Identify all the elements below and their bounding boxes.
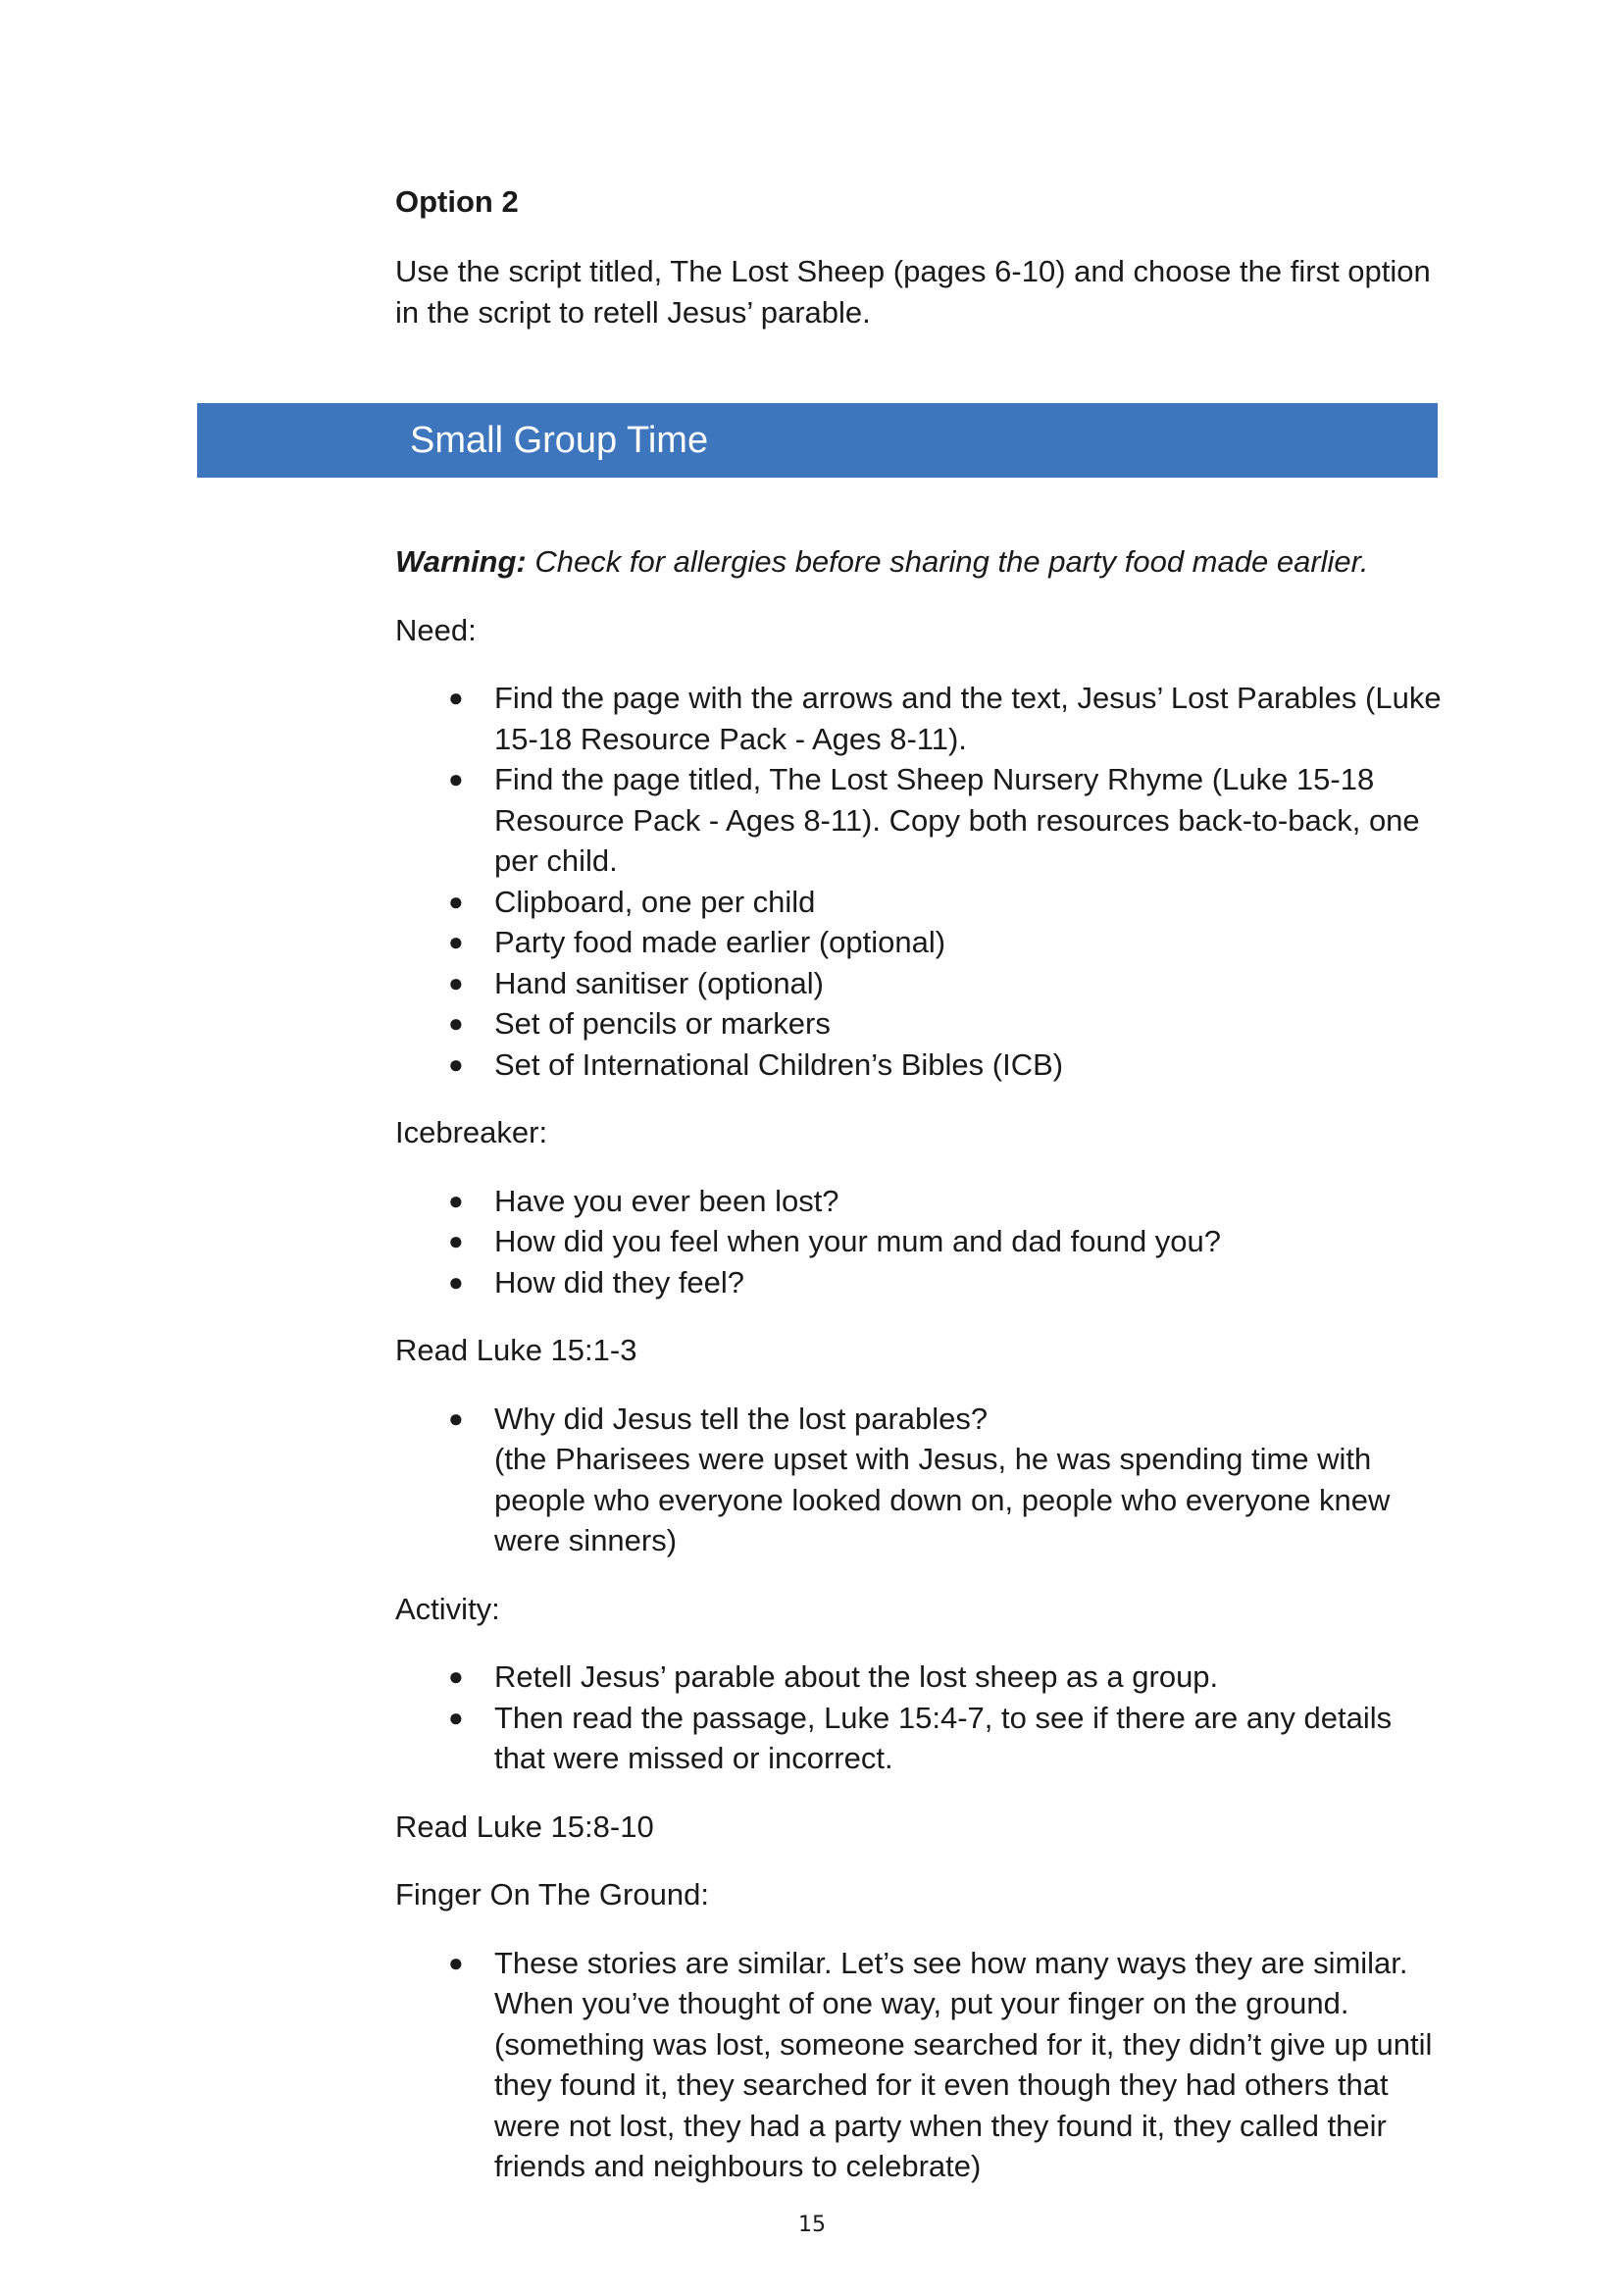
- list-item: [395, 1399, 1445, 1561]
- need-heading: Need:: [395, 612, 477, 647]
- section-body: [395, 541, 1445, 2215]
- bullet-icon: ●: [448, 1661, 464, 1691]
- bullet-icon: ●: [448, 967, 464, 997]
- list-item: [395, 1943, 1445, 2187]
- activity-heading: Activity:: [395, 1591, 500, 1626]
- finger-text: These stories are similar. Let’s see how many ways they are similar. When you’ve thought of one way, put your finger on the ground.: [494, 1945, 1408, 2020]
- icebreaker-heading: Icebreaker:: [395, 1115, 548, 1149]
- bullet-icon: ●: [448, 1048, 464, 1079]
- read-question-list: [395, 1399, 1445, 1561]
- section-title: Small Group Time: [410, 420, 709, 461]
- option-title: Option 2: [395, 184, 519, 219]
- page-number: 15: [798, 2213, 826, 2237]
- list-item: ● Have you ever been lost?: [395, 1181, 1445, 1222]
- read-heading-1: Read Luke 15:1-3: [395, 1333, 637, 1367]
- bullet-icon: ●: [448, 1008, 464, 1038]
- list-item: ● Hand sanitiser (optional): [395, 963, 1445, 1004]
- list-item: ● How did they feel?: [395, 1262, 1445, 1303]
- bullet-icon: ●: [448, 927, 464, 956]
- question-text: Why did Jesus tell the lost parables?: [494, 1401, 989, 1436]
- list-item: ● Find the page with the arrows and the text, Jesus’ Lost Parables (Luke 15-18 Resource Pack - Ages 8-11).: [395, 678, 1445, 759]
- answer-text: (the Pharisees were upset with Jesus, he was spending time with people who everyone looked down on, people who everyone knew were sinners): [494, 1442, 1391, 1557]
- bullet-icon: ●: [448, 1266, 464, 1297]
- bullet-icon: ●: [448, 683, 464, 712]
- list-item: ● Set of International Children’s Bibles (ICB): [395, 1045, 1445, 1086]
- need-list: [395, 678, 1445, 1085]
- list-item: ● Find the page titled, The Lost Sheep Nursery Rhyme (Luke 15-18 Resource Pack - Ages 8-11). Copy both resources back-to-back, one per child.: [395, 759, 1445, 882]
- bullet-icon: ●: [448, 1702, 464, 1732]
- finger-answer: (something was lost, someone searched for it, they didn’t give up until they found it, they searched for it even though they had others that were not lost, they had a party when they found it, they called their friends and neighbours to celebrate): [494, 2026, 1433, 2183]
- list-item: ● How did you feel when your mum and dad found you?: [395, 1221, 1445, 1262]
- read-heading-2: Read Luke 15:8-10: [395, 1809, 654, 1844]
- finger-list: [395, 1943, 1445, 2187]
- list-item: ● Clipboard, one per child: [395, 882, 1445, 923]
- bullet-icon: ●: [448, 1947, 464, 1977]
- activity-list: [395, 1657, 1445, 1779]
- bullet-icon: ●: [448, 764, 464, 793]
- list-item: ● Party food made earlier (optional): [395, 922, 1445, 963]
- bullet-icon: ●: [448, 1402, 464, 1433]
- finger-heading: Finger On The Ground:: [395, 1877, 709, 1912]
- warning-text: Check for allergies before sharing the party food made earlier.: [526, 544, 1369, 579]
- section-banner: [197, 403, 1438, 478]
- bullet-icon: ●: [448, 1226, 464, 1255]
- list-item: ● Set of pencils or markers: [395, 1003, 1445, 1045]
- icebreaker-list: [395, 1181, 1445, 1303]
- warning-label: Warning:: [395, 544, 527, 579]
- list-item: ● Retell Jesus’ parable about the lost sheep as a group.: [395, 1657, 1445, 1698]
- list-item: ● Then read the passage, Luke 15:4-7, to see if there are any details that were missed or incorrect.: [395, 1698, 1445, 1779]
- bullet-icon: ●: [448, 886, 464, 916]
- warning-note: [395, 541, 1445, 583]
- bullet-icon: ●: [448, 1185, 464, 1215]
- option-description: Use the script titled, The Lost Sheep (pages 6-10) and choose the first option in the script to retell Jesus’ parable.: [395, 254, 1431, 330]
